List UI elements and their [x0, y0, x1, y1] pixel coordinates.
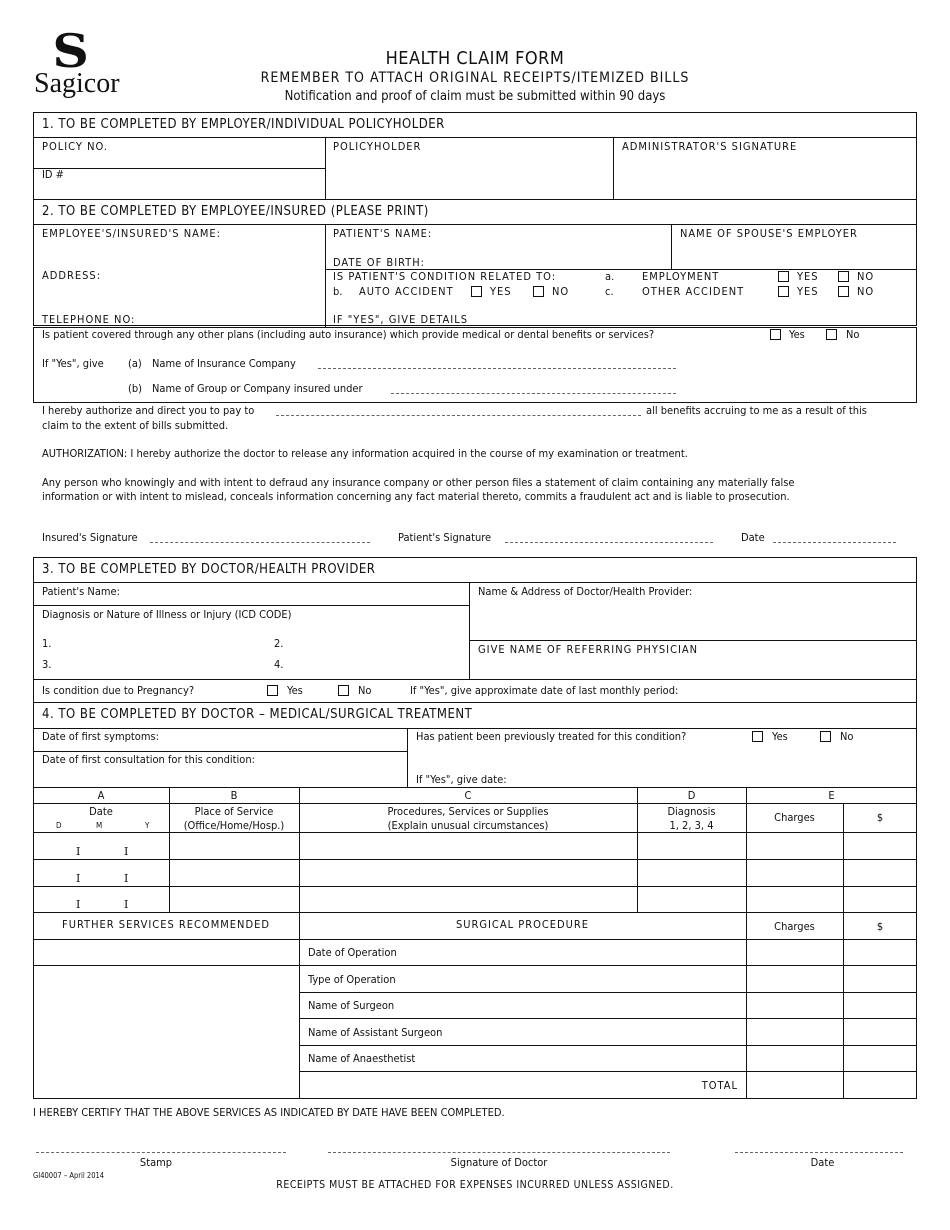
- other-accident-no-checkbox[interactable]: [838, 286, 849, 297]
- auth-date-label: Date: [741, 531, 765, 544]
- insurance-company-input[interactable]: [318, 368, 676, 369]
- other-plans-question: Is patient covered through any other plans (including auto insurance) which provide medical or dental benefits or services?: [42, 328, 655, 341]
- form-subtitle: REMEMBER TO ATTACH ORIGINAL RECEIPTS/ITEMIZED BILLS: [260, 70, 690, 86]
- id-field[interactable]: ID #: [42, 168, 64, 181]
- footer-date-line[interactable]: [735, 1152, 903, 1153]
- date-sep: I: [76, 845, 81, 858]
- pay-to-suffix: all benefits accruing to me as a result of this: [646, 404, 867, 417]
- date-of-operation-field[interactable]: Date of Operation: [308, 946, 397, 959]
- first-symptoms-field[interactable]: Date of first symptoms:: [42, 730, 159, 743]
- policy-no-field[interactable]: POLICY NO.: [42, 140, 108, 153]
- c-label: c.: [605, 285, 614, 298]
- col-letter-c: C: [464, 789, 472, 802]
- doctor-signature-label: Signature of Doctor: [450, 1156, 548, 1169]
- previously-treated-no-checkbox[interactable]: [820, 731, 831, 742]
- policyholder-field[interactable]: POLICYHOLDER: [333, 140, 422, 153]
- telephone-field[interactable]: TELEPHONE NO:: [42, 313, 136, 326]
- section3-heading: 3. TO BE COMPLETED BY DOCTOR/HEALTH PROVIDER: [42, 562, 376, 577]
- if-yes-details-field[interactable]: IF "YES", GIVE DETAILS: [333, 313, 469, 326]
- previously-treated-question: Has patient been previously treated for this condition?: [416, 730, 687, 743]
- pay-to-input[interactable]: [276, 415, 641, 416]
- col-date-y: Y: [145, 821, 150, 830]
- other-accident-label: OTHER ACCIDENT: [642, 285, 745, 298]
- col-letter-e: E: [828, 789, 835, 802]
- doctor-address-field[interactable]: Name & Address of Doctor/Health Provider:: [478, 585, 693, 598]
- treatment-row[interactable]: [34, 833, 916, 859]
- col-diagnosis-subheader: 1, 2, 3, 4: [669, 819, 714, 832]
- if-yes-give-label: If "Yes", give: [42, 357, 104, 370]
- diagnosis-1-field[interactable]: 1.: [42, 637, 52, 650]
- date-sep: I: [76, 898, 81, 911]
- pregnancy-yes-label: Yes: [287, 684, 303, 697]
- insured-signature-label: Insured's Signature: [42, 531, 138, 544]
- previous-treatment-date-field[interactable]: If "Yes", give date:: [416, 773, 507, 786]
- address-field[interactable]: ADDRESS:: [42, 269, 102, 282]
- other-accident-yes-checkbox[interactable]: [778, 286, 789, 297]
- group-company-label: Name of Group or Company insured under: [152, 382, 363, 395]
- swan-s-icon: S: [52, 24, 89, 78]
- s3-patient-name-field[interactable]: Patient's Name:: [42, 585, 120, 598]
- auth-date-input[interactable]: [773, 542, 896, 543]
- authorization-text: AUTHORIZATION: I hereby authorize the doctor to release any information acquired in the course of my examination or treatment.: [42, 447, 688, 460]
- employment-yes-checkbox[interactable]: [778, 271, 789, 282]
- auto-accident-yes-label: YES: [490, 285, 512, 298]
- total-dollar-input[interactable]: [844, 1072, 916, 1098]
- form-title: HEALTH CLAIM FORM: [385, 48, 565, 69]
- dob-field[interactable]: DATE OF BIRTH:: [333, 256, 426, 269]
- total-label: TOTAL: [701, 1079, 738, 1092]
- last-period-field[interactable]: If "Yes", give approximate date of last monthly period:: [410, 684, 679, 697]
- diagnosis-label: Diagnosis or Nature of Illness or Injury (ICD CODE): [42, 608, 292, 621]
- further-services-input[interactable]: [34, 940, 298, 1098]
- col-diagnosis-header: Diagnosis: [667, 805, 716, 818]
- date-sep: I: [124, 898, 129, 911]
- treatment-row[interactable]: [34, 860, 916, 886]
- treatment-row[interactable]: [34, 887, 916, 912]
- employment-no-label: NO: [857, 270, 875, 283]
- col-procedures-subheader: (Explain unusual circumstances): [387, 819, 549, 832]
- b-paren-label: (b): [128, 382, 143, 395]
- footer-date-label: Date: [810, 1156, 835, 1169]
- col-date-m: M: [96, 821, 103, 830]
- pregnancy-yes-checkbox[interactable]: [267, 685, 278, 696]
- employee-name-field[interactable]: EMPLOYEE'S/INSURED'S NAME:: [42, 227, 221, 240]
- stamp-label: Stamp: [139, 1156, 173, 1169]
- fraud-warning-line2: information or with intent to mislead, conceals information concerning any fact material thereto, commits a fraudulent act and is liable to prosecution.: [42, 490, 790, 503]
- employment-yes-label: YES: [797, 270, 819, 283]
- surgical-procedure-header: SURGICAL PROCEDURE: [455, 918, 590, 931]
- other-accident-yes-label: YES: [797, 285, 819, 298]
- fraud-warning-line1: Any person who knowingly and with intent to defraud any insurance company or other person files a statement of claim containing any materially false: [42, 476, 795, 489]
- name-of-surgeon-field[interactable]: Name of Surgeon: [308, 999, 395, 1012]
- referring-physician-field[interactable]: GIVE NAME OF REFERRING PHYSICIAN: [478, 643, 699, 656]
- receipts-notice: RECEIPTS MUST BE ATTACHED FOR EXPENSES INCURRED UNLESS ASSIGNED.: [276, 1179, 674, 1191]
- other-accident-no-label: NO: [857, 285, 875, 298]
- b-label: b.: [333, 285, 343, 298]
- other-plans-no-label: No: [846, 328, 860, 341]
- pregnancy-no-label: No: [358, 684, 372, 697]
- section3-frame: [33, 557, 917, 703]
- total-charges-input[interactable]: [747, 1072, 843, 1098]
- employment-label: EMPLOYMENT: [642, 270, 720, 283]
- condition-related-label: IS PATIENT'S CONDITION RELATED TO:: [333, 270, 557, 283]
- col-letter-a: A: [97, 789, 105, 802]
- a-label: a.: [605, 270, 615, 283]
- diagnosis-2-field[interactable]: 2.: [274, 637, 284, 650]
- stamp-line[interactable]: [36, 1152, 286, 1153]
- pay-to-prefix: I hereby authorize and direct you to pay to: [42, 404, 255, 417]
- col-date-d: D: [56, 821, 62, 830]
- col-procedures-header: Procedures, Services or Supplies: [387, 805, 549, 818]
- previously-treated-no-label: No: [840, 730, 854, 743]
- form-code: GI40007 – April 2014: [33, 1171, 105, 1180]
- patient-signature-input[interactable]: [505, 542, 713, 543]
- further-services-header: FURTHER SERVICES RECOMMENDED: [62, 918, 270, 931]
- insurance-company-label: Name of Insurance Company: [152, 357, 296, 370]
- patient-signature-label: Patient's Signature: [398, 531, 492, 544]
- section4-heading: 4. TO BE COMPLETED BY DOCTOR – MEDICAL/SURGICAL TREATMENT: [42, 707, 473, 722]
- group-company-input[interactable]: [391, 393, 676, 394]
- brand-name: Sagicor: [34, 68, 120, 99]
- pregnancy-question: Is condition due to Pregnancy?: [42, 684, 195, 697]
- surgical-dollar-header: $: [876, 920, 884, 933]
- form-notice: Notification and proof of claim must be submitted within 90 days: [284, 89, 666, 104]
- insured-signature-input[interactable]: [150, 542, 370, 543]
- anaesthetist-field[interactable]: Name of Anaesthetist: [308, 1052, 416, 1065]
- a-paren-label: (a): [128, 357, 142, 370]
- pay-to-line2: claim to the extent of bills submitted.: [42, 419, 229, 432]
- pregnancy-no-checkbox[interactable]: [338, 685, 349, 696]
- col-letter-d: D: [687, 789, 696, 802]
- auto-accident-label: AUTO ACCIDENT: [359, 285, 454, 298]
- first-consultation-field[interactable]: Date of first consultation for this condition:: [42, 753, 255, 766]
- date-sep: I: [124, 872, 129, 885]
- col-place-subheader: (Office/Home/Hosp.): [183, 819, 285, 832]
- previously-treated-yes-checkbox[interactable]: [752, 731, 763, 742]
- col-date-header: Date: [89, 805, 113, 818]
- section1-heading: 1. TO BE COMPLETED BY EMPLOYER/INDIVIDUAL POLICYHOLDER: [42, 117, 445, 132]
- admin-signature-field[interactable]: ADMINISTRATOR'S SIGNATURE: [622, 140, 798, 153]
- date-sep: I: [124, 845, 129, 858]
- assistant-surgeon-field[interactable]: Name of Assistant Surgeon: [308, 1026, 443, 1039]
- employment-no-checkbox[interactable]: [838, 271, 849, 282]
- col-dollar-header: $: [876, 811, 884, 824]
- auto-accident-no-checkbox[interactable]: [533, 286, 544, 297]
- section2-heading: 2. TO BE COMPLETED BY EMPLOYEE/INSURED (PLEASE PRINT): [42, 204, 429, 219]
- certify-statement: I HEREBY CERTIFY THAT THE ABOVE SERVICES AS INDICATED BY DATE HAVE BEEN COMPLETED.: [33, 1106, 505, 1119]
- surgical-charges-header: Charges: [774, 920, 815, 933]
- other-plans-yes-checkbox[interactable]: [770, 329, 781, 340]
- other-plans-no-checkbox[interactable]: [826, 329, 837, 340]
- date-sep: I: [76, 872, 81, 885]
- diagnosis-4-field[interactable]: 4.: [274, 658, 284, 671]
- auto-accident-no-label: NO: [552, 285, 570, 298]
- col-charges-header: Charges: [774, 811, 815, 824]
- col-place-header: Place of Service: [194, 805, 274, 818]
- auto-accident-yes-checkbox[interactable]: [471, 286, 482, 297]
- previously-treated-yes-label: Yes: [772, 730, 788, 743]
- doctor-signature-line[interactable]: [328, 1152, 670, 1153]
- patient-name-field[interactable]: PATIENT'S NAME:: [333, 227, 433, 240]
- type-of-operation-field[interactable]: Type of Operation: [308, 973, 396, 986]
- other-plans-yes-label: Yes: [789, 328, 805, 341]
- col-letter-b: B: [230, 789, 238, 802]
- spouse-employer-field[interactable]: NAME OF SPOUSE'S EMPLOYER: [680, 227, 858, 240]
- diagnosis-3-field[interactable]: 3.: [42, 658, 52, 671]
